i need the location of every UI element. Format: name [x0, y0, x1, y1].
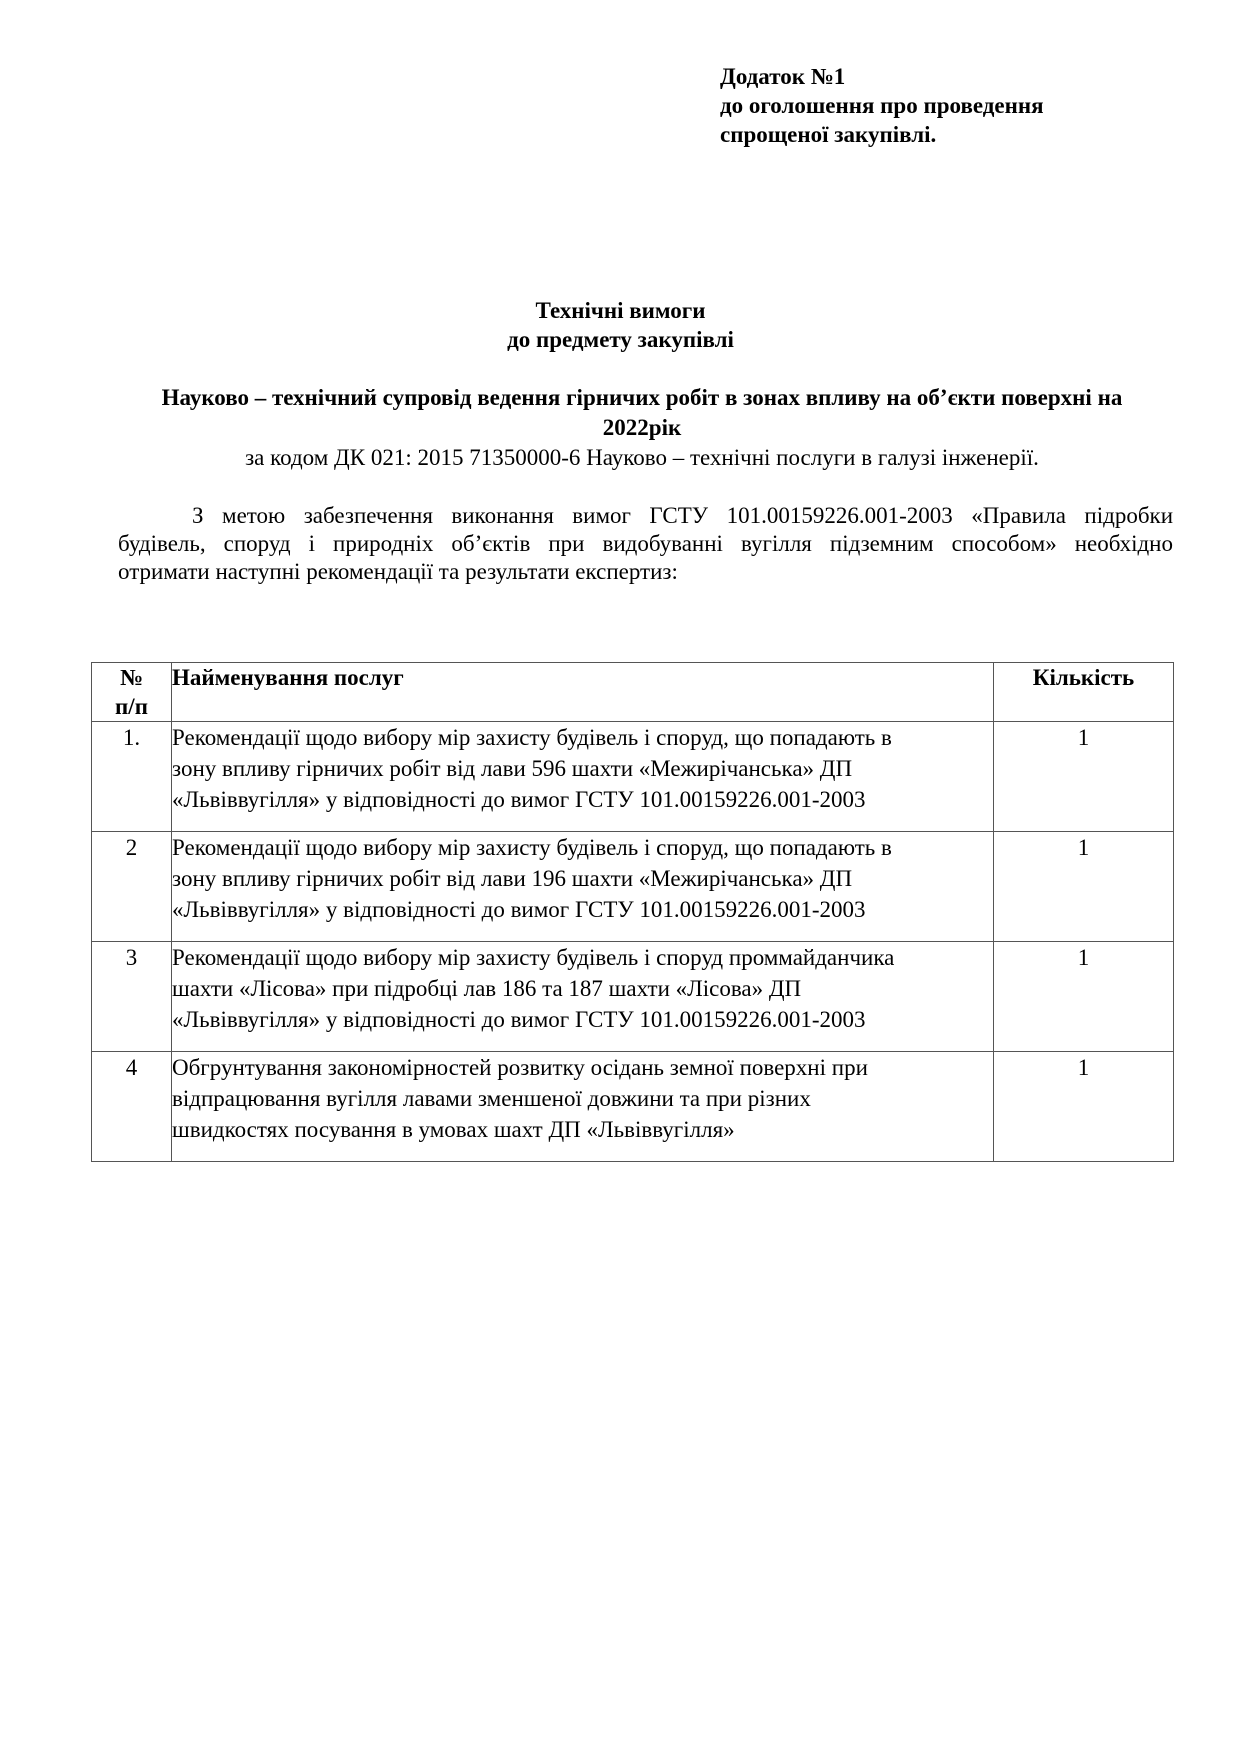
row-quantity: 1	[994, 832, 1174, 942]
row-service-name: Рекомендації щодо вибору мір захисту будівель і споруд, що попадають в зону впливу гірничих робіт від лави 596 шахти «Межирічанська» ДП «Львіввугілля» у відповідності до вимог ГСТУ 101.00159226.001-2003	[172, 722, 994, 832]
intro-line: З метою забезпечення виконання вимог ГСТУ 101.00159226.001-2003 «Правила підробки	[192, 503, 1173, 528]
table-header-row	[92, 663, 1174, 722]
row-number: 3	[92, 942, 172, 1052]
intro-line: отримати наступні рекомендації та результати експертиз:	[118, 559, 678, 584]
table-row	[92, 832, 1174, 942]
subject-line: 2022рік	[602, 415, 682, 440]
row-service-name: Обгрунтування закономірностей розвитку осідань земної поверхні при відпрацювання вугілля лавами зменшеної довжини та при різних швидкостях посування в умовах шахт ДП «Львіввугілля»	[172, 1052, 994, 1162]
dk-code-line: за кодом ДК 021: 2015 71350000-6 Науково – технічні послуги в галузі інженерії.	[245, 445, 1039, 470]
annex-line: до оголошення про проведення	[720, 93, 1044, 118]
row-number: 1.	[92, 722, 172, 832]
row-number: 2	[92, 832, 172, 942]
subject-line: Науково – технічний супровід ведення гірничих робіт в зонах впливу на об’єкти поверхні на	[161, 385, 1123, 410]
document-title: Технічні вимоги	[535, 298, 706, 323]
row-service-name: Рекомендації щодо вибору мір захисту будівель і споруд проммайданчика шахти «Лісова» при підробці лав 186 та 187 шахти «Лісова» ДП «Львіввугілля» у відповідності до вимог ГСТУ 101.00159226.001-2003	[172, 942, 994, 1052]
annex-block	[720, 62, 1044, 149]
row-number: 4	[92, 1052, 172, 1162]
annex-line: спрощеної закупівлі.	[720, 122, 937, 147]
table-row	[92, 722, 1174, 832]
table-row	[92, 1052, 1174, 1162]
row-quantity: 1	[994, 942, 1174, 1052]
header-service-name: Найменування послуг	[172, 663, 994, 722]
row-quantity: 1	[994, 1052, 1174, 1162]
table-row	[92, 942, 1174, 1052]
row-quantity: 1	[994, 722, 1174, 832]
header-quantity: Кількість	[994, 663, 1174, 722]
document-subtitle: до предмету закупівлі	[507, 327, 734, 352]
header-number: № п/п	[92, 663, 172, 722]
row-service-name: Рекомендації щодо вибору мір захисту будівель і споруд, що попадають в зону впливу гірничих робіт від лави 196 шахти «Межирічанська» ДП «Львіввугілля» у відповідності до вимог ГСТУ 101.00159226.001-2003	[172, 832, 994, 942]
intro-line: будівель, споруд і природніх об’єктів при видобуванні вугілля підземним способом» необхідно	[118, 531, 1173, 556]
procurement-subject	[110, 383, 1174, 443]
services-table	[91, 662, 1174, 1162]
intro-paragraph	[118, 502, 1173, 586]
annex-line: Додаток №1	[720, 64, 846, 89]
